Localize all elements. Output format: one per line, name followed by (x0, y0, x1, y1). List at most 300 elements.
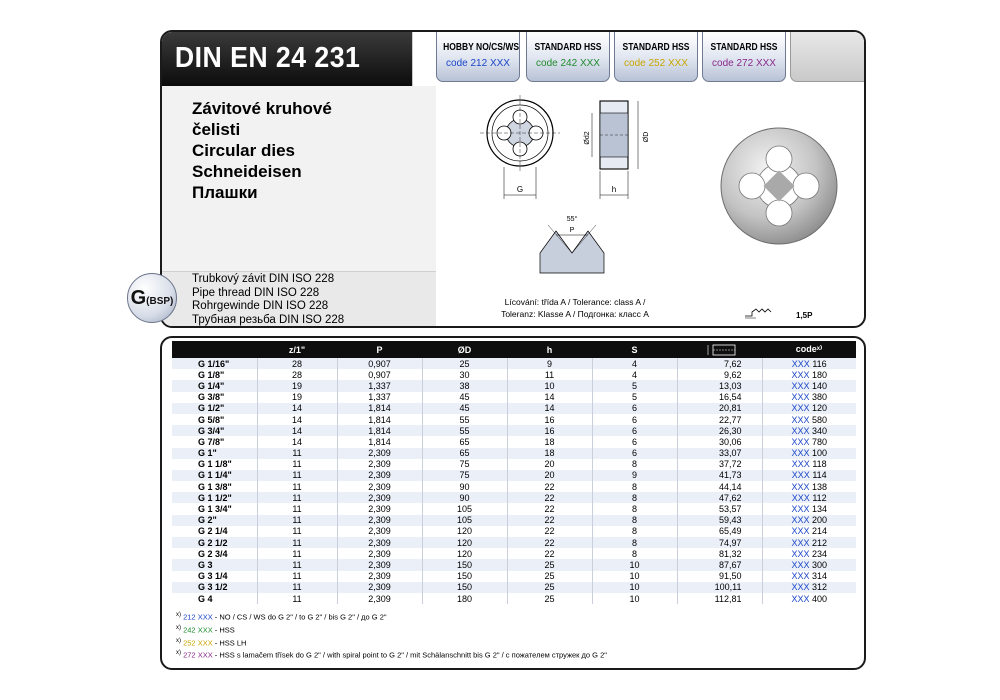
cell-height: 18 (507, 448, 592, 459)
cell-diameter: 75 (422, 459, 507, 470)
cell-size: G 1/4" (172, 380, 257, 391)
badge-sub: (BSP) (146, 295, 174, 307)
code-prefix: XXX (791, 436, 810, 447)
cell-pitch: 1,814 (337, 403, 422, 414)
cell-height: 25 (507, 571, 592, 582)
table-row (172, 582, 856, 593)
code-prefix: XXX (791, 504, 810, 515)
col-code: codeˣ⁾ (762, 341, 856, 358)
cell-diameter: 55 (422, 425, 507, 436)
cell-code (762, 436, 856, 447)
tab-code: code 242 XXX (536, 58, 600, 69)
cell-pitch: 2,309 (337, 459, 422, 470)
footnote-text: - HSS (212, 625, 235, 635)
code-suffix: 234 (812, 548, 828, 559)
cell-s: 6 (592, 448, 677, 459)
cell-size: G 7/8" (172, 436, 257, 447)
code-prefix: XXX (791, 369, 810, 380)
code-suffix: 380 (812, 392, 828, 403)
table-row (172, 537, 856, 548)
cell-diameter: 120 (422, 526, 507, 537)
cell-size: G 1" (172, 448, 257, 459)
table-row (172, 515, 856, 526)
cell-core-diameter: 37,72 (677, 459, 762, 470)
code-prefix: XXX (791, 403, 810, 414)
cell-core-diameter: 16,54 (677, 392, 762, 403)
cell-core-diameter: 53,57 (677, 503, 762, 514)
cell-pitch: 1,814 (337, 436, 422, 447)
cell-diameter: 120 (422, 537, 507, 548)
cell-tpi: 14 (257, 425, 337, 436)
cell-code (762, 548, 856, 559)
name-cz-2: čelisti (192, 120, 241, 139)
product-names-box (162, 86, 436, 272)
cell-size: G 2" (172, 515, 257, 526)
chamfer-label: 1,5P (796, 311, 813, 320)
tab-label: STANDARD HSS (622, 42, 690, 53)
cell-core-diameter: 13,03 (677, 380, 762, 391)
table-row (172, 481, 856, 492)
front-view-drawing (480, 95, 560, 199)
table-row (172, 392, 856, 403)
cell-code (762, 571, 856, 582)
cell-height: 11 (507, 369, 592, 380)
table-row (172, 459, 856, 470)
cell-diameter: 90 (422, 492, 507, 503)
cell-diameter: 180 (422, 593, 507, 604)
thread-standard-box (162, 272, 436, 328)
cell-height: 25 (507, 559, 592, 570)
cell-height: 22 (507, 481, 592, 492)
cell-tpi: 11 (257, 459, 337, 470)
tab-label: STANDARD HSS (710, 42, 778, 53)
code-suffix: 214 (812, 526, 828, 537)
code-prefix: XXX (791, 425, 810, 436)
cell-diameter: 55 (422, 414, 507, 425)
dimensions-table-panel (160, 336, 866, 670)
cell-code (762, 593, 856, 604)
code-prefix: XXX (791, 526, 810, 537)
code-suffix: 112 (812, 492, 827, 503)
footnote-code: 272 XXX (183, 650, 213, 660)
cell-height: 20 (507, 459, 592, 470)
cell-s: 10 (592, 582, 677, 593)
footnote (176, 648, 607, 661)
cell-core-diameter: 30,06 (677, 436, 762, 447)
cell-height: 22 (507, 537, 592, 548)
cell-s: 6 (592, 425, 677, 436)
table-row (172, 559, 856, 570)
table-row (172, 503, 856, 514)
cell-pitch: 2,309 (337, 492, 422, 503)
col-size (172, 341, 257, 358)
code-suffix: 340 (812, 425, 828, 436)
cell-diameter: 30 (422, 369, 507, 380)
cell-tpi: 11 (257, 515, 337, 526)
table-row (172, 380, 856, 391)
cell-pitch: 2,309 (337, 481, 422, 492)
code-prefix: XXX (791, 593, 810, 604)
code-prefix: XXX (791, 392, 810, 403)
cell-size: G 3 1/4 (172, 571, 257, 582)
code-prefix: XXX (791, 380, 810, 391)
cell-tpi: 11 (257, 537, 337, 548)
cell-tpi: 14 (257, 436, 337, 447)
cell-size: G 1 1/2" (172, 492, 257, 503)
cell-height: 22 (507, 515, 592, 526)
cell-code (762, 515, 856, 526)
tab-standard-hss-242[interactable] (526, 32, 610, 82)
cell-s: 6 (592, 414, 677, 425)
cell-diameter: 150 (422, 571, 507, 582)
cell-s: 5 (592, 392, 677, 403)
table-row (172, 492, 856, 503)
code-prefix: XXX (791, 582, 810, 593)
cell-height: 25 (507, 593, 592, 604)
code-suffix: 118 (812, 459, 827, 470)
footnote-mark: x) (176, 637, 181, 644)
cell-diameter: 75 (422, 470, 507, 481)
cell-code (762, 470, 856, 481)
thread-ru: Трубная резьба DIN ISO 228 (192, 313, 345, 326)
thread-type-badge (127, 273, 177, 323)
cell-height: 14 (507, 403, 592, 414)
col-diameter: ØD (422, 341, 507, 358)
cell-s: 8 (592, 515, 677, 526)
cell-size: G 5/8" (172, 414, 257, 425)
cell-code (762, 448, 856, 459)
label-d: ØD (643, 131, 650, 143)
cell-s: 8 (592, 481, 677, 492)
code-prefix: XXX (791, 492, 810, 503)
cell-code (762, 414, 856, 425)
cell-s: 10 (592, 559, 677, 570)
footnotes (176, 610, 607, 661)
cell-pitch: 1,337 (337, 392, 422, 403)
code-suffix: 212 (812, 537, 828, 548)
code-suffix: 400 (812, 593, 828, 604)
cell-pitch: 1,814 (337, 425, 422, 436)
cell-diameter: 65 (422, 448, 507, 459)
cell-diameter: 25 (422, 358, 507, 369)
tab-standard-hss-272[interactable] (702, 32, 786, 82)
cell-size: G 3 (172, 559, 257, 570)
table-row (172, 425, 856, 436)
cell-code (762, 582, 856, 593)
code-prefix: XXX (791, 481, 810, 492)
footnote-mark: x) (176, 650, 181, 657)
label-g: G (516, 185, 524, 194)
cell-core-diameter: 9,62 (677, 369, 762, 380)
cell-tpi: 14 (257, 403, 337, 414)
code-suffix: 140 (812, 380, 828, 391)
cell-diameter: 90 (422, 481, 507, 492)
cell-s: 8 (592, 526, 677, 537)
cell-pitch: 0,907 (337, 369, 422, 380)
cell-diameter: 120 (422, 548, 507, 559)
code-prefix: XXX (791, 515, 810, 526)
cell-s: 4 (592, 369, 677, 380)
cell-height: 22 (507, 526, 592, 537)
table-row (172, 593, 856, 604)
code-suffix: 138 (812, 481, 828, 492)
cell-s: 8 (592, 548, 677, 559)
cell-height: 16 (507, 425, 592, 436)
col-core-diameter (677, 341, 762, 358)
code-prefix: XXX (791, 559, 810, 570)
table-row (172, 548, 856, 559)
footnote (176, 623, 607, 636)
cell-height: 14 (507, 392, 592, 403)
cell-tpi: 14 (257, 414, 337, 425)
tolerance-line-1: Lícování: třída A / Tolerance: class A / (504, 297, 646, 307)
code-suffix: 120 (812, 403, 828, 414)
cell-size: G 3/4" (172, 425, 257, 436)
cell-s: 9 (592, 470, 677, 481)
code-prefix: XXX (791, 459, 810, 470)
cell-pitch: 2,309 (337, 470, 422, 481)
label-h: h (611, 185, 617, 194)
cell-code (762, 537, 856, 548)
cell-size: G 1/16" (172, 358, 257, 369)
cell-core-diameter: 22,77 (677, 414, 762, 425)
label-d2: Ød2 (584, 131, 591, 145)
cell-code (762, 481, 856, 492)
table-row (172, 358, 856, 369)
cell-code (762, 559, 856, 570)
footnote-code: 212 XXX (183, 612, 213, 622)
cell-core-diameter: 20,81 (677, 403, 762, 414)
cell-s: 8 (592, 459, 677, 470)
cell-size: G 4 (172, 593, 257, 604)
cell-tpi: 11 (257, 593, 337, 604)
cell-size: G 1/8" (172, 369, 257, 380)
cell-s: 8 (592, 503, 677, 514)
cell-core-diameter: 112,81 (677, 593, 762, 604)
tolerance-line-2: Toleranz: Klasse A / Подгонка: класс A (501, 309, 649, 319)
table-row (172, 369, 856, 380)
cell-code (762, 380, 856, 391)
cell-core-diameter: 91,50 (677, 571, 762, 582)
tab-hobby[interactable] (436, 32, 520, 82)
table-row (172, 436, 856, 447)
cell-core-diameter: 81,32 (677, 548, 762, 559)
table-row (172, 403, 856, 414)
code-suffix: 180 (812, 369, 828, 380)
table-body (172, 358, 856, 604)
cell-tpi: 11 (257, 492, 337, 503)
code-suffix: 200 (812, 515, 828, 526)
cell-tpi: 28 (257, 358, 337, 369)
code-suffix: 780 (812, 436, 828, 447)
footnote-code: 242 XXX (183, 625, 213, 635)
cell-size: G 1 1/8" (172, 459, 257, 470)
cell-tpi: 19 (257, 392, 337, 403)
cell-s: 8 (592, 537, 677, 548)
cell-code (762, 526, 856, 537)
cell-size: G 1/2" (172, 403, 257, 414)
cell-tpi: 11 (257, 559, 337, 570)
label-pitch: P (569, 227, 575, 234)
col-pitch: P (337, 341, 422, 358)
cell-tpi: 19 (257, 380, 337, 391)
footnote-text: - HSS LH (212, 638, 247, 648)
thread-lines (192, 273, 344, 327)
name-cz-1: Závitové kruhové (192, 99, 332, 118)
code-suffix: 100 (812, 448, 828, 459)
code-prefix: XXX (791, 448, 810, 459)
footnote-text: - NO / CS / WS do G 2" / to G 2" / bis G 2" / до G 2" (212, 612, 387, 622)
footnote-mark: x) (176, 624, 181, 631)
cell-core-diameter: 41,73 (677, 470, 762, 481)
cell-height: 10 (507, 380, 592, 391)
code-suffix: 114 (812, 470, 827, 481)
col-tpi: z/1" (257, 341, 337, 358)
side-view-drawing (584, 101, 650, 199)
cell-height: 9 (507, 358, 592, 369)
code-prefix: XXX (791, 537, 810, 548)
tab-label: STANDARD HSS (534, 42, 602, 53)
table-row (172, 414, 856, 425)
table-row (172, 470, 856, 481)
cell-core-diameter: 87,67 (677, 559, 762, 570)
tab-code: code 272 XXX (712, 58, 776, 69)
table-row (172, 571, 856, 582)
cell-tpi: 11 (257, 470, 337, 481)
code-suffix: 580 (812, 414, 828, 425)
cell-height: 22 (507, 503, 592, 514)
cell-tpi: 11 (257, 481, 337, 492)
cell-core-diameter: 7,62 (677, 358, 762, 369)
cell-core-diameter: 47,62 (677, 492, 762, 503)
thread-de: Rohrgewinde DIN ISO 228 (192, 300, 329, 312)
name-en: Circular dies (192, 141, 295, 160)
code-suffix: 300 (812, 559, 828, 570)
circular-die-image (718, 125, 840, 247)
cell-code (762, 358, 856, 369)
cell-s: 8 (592, 492, 677, 503)
cell-pitch: 1,814 (337, 414, 422, 425)
cell-pitch: 1,337 (337, 380, 422, 391)
cell-pitch: 2,309 (337, 593, 422, 604)
cell-pitch: 2,309 (337, 582, 422, 593)
cell-pitch: 2,309 (337, 515, 422, 526)
footnote-text: - HSS s lamačem třísek do G 2" / with spiral point to G 2" / mit Schälanschnitt bis G 2" / с пожателем стружек до G 2" (212, 650, 607, 660)
table-row (172, 448, 856, 459)
name-de: Schneideisen (192, 162, 302, 181)
cell-diameter: 45 (422, 403, 507, 414)
code-prefix: XXX (791, 470, 810, 481)
cell-size: G 1 1/4" (172, 470, 257, 481)
code-suffix: 116 (812, 358, 827, 369)
cell-code (762, 425, 856, 436)
thread-en: Pipe thread DIN ISO 228 (192, 286, 320, 299)
code-prefix: XXX (791, 358, 810, 369)
code-suffix: 134 (812, 504, 828, 515)
cell-diameter: 45 (422, 392, 507, 403)
cell-code (762, 459, 856, 470)
name-ru: Плашки (192, 183, 258, 202)
cell-pitch: 2,309 (337, 571, 422, 582)
label-angle: 55° (566, 216, 578, 223)
cell-diameter: 150 (422, 582, 507, 593)
tab-code: code 252 XXX (624, 58, 688, 69)
cell-size: G 3/8" (172, 392, 257, 403)
cell-code (762, 503, 856, 514)
footnote-mark: x) (176, 612, 181, 618)
tab-label: HOBBY NO/CS/WS (443, 42, 520, 53)
cell-size: G 2 1/4 (172, 526, 257, 537)
cell-height: 16 (507, 414, 592, 425)
cell-s: 10 (592, 593, 677, 604)
cell-pitch: 2,309 (337, 448, 422, 459)
cell-tpi: 11 (257, 582, 337, 593)
product-names (192, 98, 332, 203)
cell-diameter: 65 (422, 436, 507, 447)
cell-size: G 3 1/2 (172, 582, 257, 593)
cell-code (762, 369, 856, 380)
cell-height: 18 (507, 436, 592, 447)
cell-core-diameter: 74,97 (677, 537, 762, 548)
code-suffix: 312 (812, 582, 828, 593)
cell-size: G 2 1/2 (172, 537, 257, 548)
cell-height: 20 (507, 470, 592, 481)
cell-code (762, 403, 856, 414)
cell-s: 6 (592, 436, 677, 447)
cell-tpi: 28 (257, 369, 337, 380)
cell-tpi: 11 (257, 526, 337, 537)
thread-cz: Trubkový závit DIN ISO 228 (192, 273, 335, 285)
thread-profile-drawing (540, 215, 604, 273)
tab-empty (790, 32, 866, 82)
cell-pitch: 2,309 (337, 503, 422, 514)
cell-height: 22 (507, 548, 592, 559)
col-s: S (592, 341, 677, 358)
footnote-code: 252 XXX (183, 638, 213, 648)
cell-pitch: 2,309 (337, 559, 422, 570)
cell-s: 5 (592, 380, 677, 391)
cell-core-diameter: 33,07 (677, 448, 762, 459)
code-prefix: XXX (791, 571, 810, 582)
table-header-row (172, 341, 856, 358)
cell-core-diameter: 100,11 (677, 582, 762, 593)
cell-size: G 1 3/4" (172, 503, 257, 514)
tab-code: code 212 XXX (446, 58, 510, 69)
cell-diameter: 38 (422, 380, 507, 391)
cell-diameter: 150 (422, 559, 507, 570)
cell-height: 22 (507, 492, 592, 503)
cell-core-diameter: 65,49 (677, 526, 762, 537)
cell-size: G 1 3/8" (172, 481, 257, 492)
cell-tpi: 11 (257, 571, 337, 582)
code-suffix: 314 (812, 571, 828, 582)
cell-tpi: 11 (257, 503, 337, 514)
cell-s: 6 (592, 403, 677, 414)
cell-pitch: 0,907 (337, 358, 422, 369)
cell-code (762, 492, 856, 503)
core-diameter-icon (703, 344, 737, 356)
cell-tpi: 11 (257, 448, 337, 459)
standard-title: DIN EN 24 231 (162, 32, 412, 86)
technical-drawing (480, 95, 680, 285)
cell-diameter: 105 (422, 515, 507, 526)
cell-pitch: 2,309 (337, 548, 422, 559)
dimensions-table (172, 341, 856, 604)
cell-pitch: 2,309 (337, 537, 422, 548)
table-row (172, 526, 856, 537)
tab-standard-hss-252[interactable] (614, 32, 698, 82)
cell-pitch: 2,309 (337, 526, 422, 537)
